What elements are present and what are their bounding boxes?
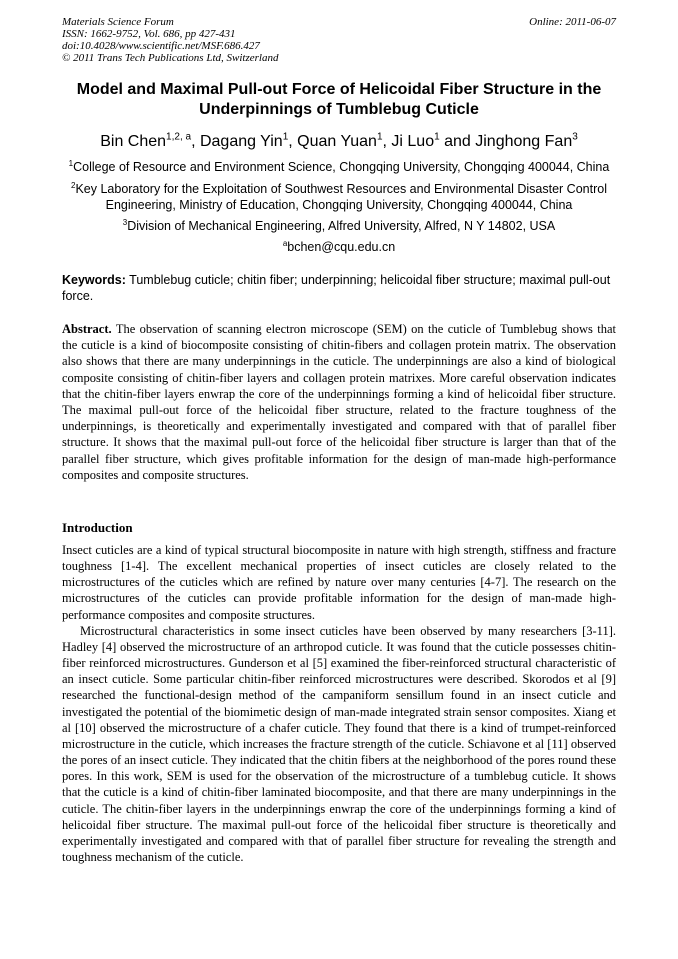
keywords — [62, 272, 616, 304]
affiliation-1: $^1$College of Resource and Environment Science, Chongqing University, Chongqing 400044, China — [68, 159, 610, 175]
copyright-line: © 2011 Trans Tech Publications Ltd, Switzerland — [62, 52, 279, 64]
abstract-label: Abstract. — [62, 322, 112, 336]
abstract — [62, 321, 616, 483]
author: Dagang Yin$^1$, — [199, 132, 298, 151]
doi-line: doi:10.4028/www.scientific.net/MSF.686.427 — [62, 40, 260, 52]
author: Ji Luo$^1$ and — [391, 132, 476, 151]
paragraph: Insect cuticles are a kind of typical structural biocomposite in nature with high strength, stiffness and fracture toughness [1-4]. The excellent mechanical properties of insect cuticles are closely related to the microstructures of the cuticles which are refined by nature over many centuries [4-7]. The research on the microstructures of the cuticles can provide profitable information for the design of man-made high-performance composites and composite structures. — [62, 543, 616, 622]
paragraph: Microstructural characteristics in some insect cuticles have been observed by many researchers [3-11]. Hadley [4] observed the microstructure of an arthropod cuticle. It was found that the cuticle possesses chitin-fiber reinforced microstructures. Gunderson et al [5] examined the fiber-reinforced structural characteristic of an insect cuticle. Some particular chitin-fiber reinforced microstructures were described. Skorodos et al [9] researched the functional-design method of the campaniform sensillum found in an insect cuticle and investigated the potential of the biomimetic design of man-made integrated strain sensor composites. Xiang et al [10] observed the microstructure of a chafer cuticle. They found that there is a kind of trumpet-reinforced microstructure in the cuticle, which increases the fracture strength of the cuticle. Schiavone et al [11] observed the pores of an insect cuticle. They indicated that the chitin fibers at the neighborhood of the pores round these pores. In this work, SEM is used for the observation of the microstructure of a tumblebug cuticle. It shows that the cuticle is a kind of chitin-fiber laminated biocomposite, and that there are many underpinnings in the cuticle. The chitin-fiber layers in the underpinnings enwrap the core of the underpinnings forming a kind of helicoidal fiber structure. The maximal pull-out force of the helicoidal fiber structure is theoretically and experimentally investigated and compared with that of parallel fiber structure for revealing the strength and toughness mechanism of the cuticle. — [62, 623, 616, 864]
keywords-label: Keywords: — [62, 273, 126, 287]
journal-name: Materials Science Forum — [62, 16, 174, 28]
abstract-text: The observation of scanning electron microscope (SEM) on the cuticle of Tumblebug shows that the cuticle is a kind of biocomposite consisting of chitin-fibers and collagen protein matrix. The observation also shows that there are many underpinnings in the cuticle. The underpinnings are also a kind of biological composite consisting of chitin-fiber layers and collagen protein matrixes. More careful observation indicates that the chitin-fiber layers enwrap the core of the underpinnings forming a kind of helicoidal fiber structure. The maximal pull-out force of the helicoidal fiber structure, related to the fracture toughness of the underpinnings, is theoretically and experimentally investigated and compared with that of parallel fiber structure. It shows that the maximal pull-out force of the helicoidal fiber structure is larger than that of the parallel fiber structure, which gives profitable information for the design of man-made high-performance composites and composite structures. — [62, 322, 616, 482]
keywords-text: Tumblebug cuticle; chitin fiber; underpinning; helicoidal fiber structure; maximal pull-out force. — [62, 273, 611, 303]
introduction-body — [62, 542, 616, 865]
author: Jinghong Fan$^3$ — [475, 132, 578, 151]
affiliation-3: $^3$Division of Mechanical Engineering, Alfred University, Alfred, N Y 14802, USA — [122, 218, 556, 234]
author-list — [62, 127, 616, 153]
paper-title: Model and Maximal Pull-out Force of Helicoidal Fiber Structure in the Underpinnings of Tumblebug Cuticle — [76, 81, 602, 118]
author: Bin Chen$^{1,2, a}$, — [100, 132, 200, 151]
email-link[interactable]: bchen@cqu.edu.cn — [287, 240, 396, 255]
journal-header — [62, 16, 278, 64]
issn-line: ISSN: 1662-9752, Vol. 686, pp 427-431 — [62, 28, 236, 40]
section-heading-introduction: Introduction — [62, 520, 133, 535]
online-date: Online: 2011-06-07 — [529, 16, 616, 28]
author: Quan Yuan$^1$, — [297, 132, 392, 151]
email-affiliation: $^a$bchen@cqu.edu.cn — [282, 239, 396, 255]
affiliation-2: $^2$Key Laboratory for the Exploitation of Southwest Resources and Environmental Disaster Control Engineering, Ministry of Education, Chongqing University, Chongqing 400044, China — [71, 181, 607, 213]
